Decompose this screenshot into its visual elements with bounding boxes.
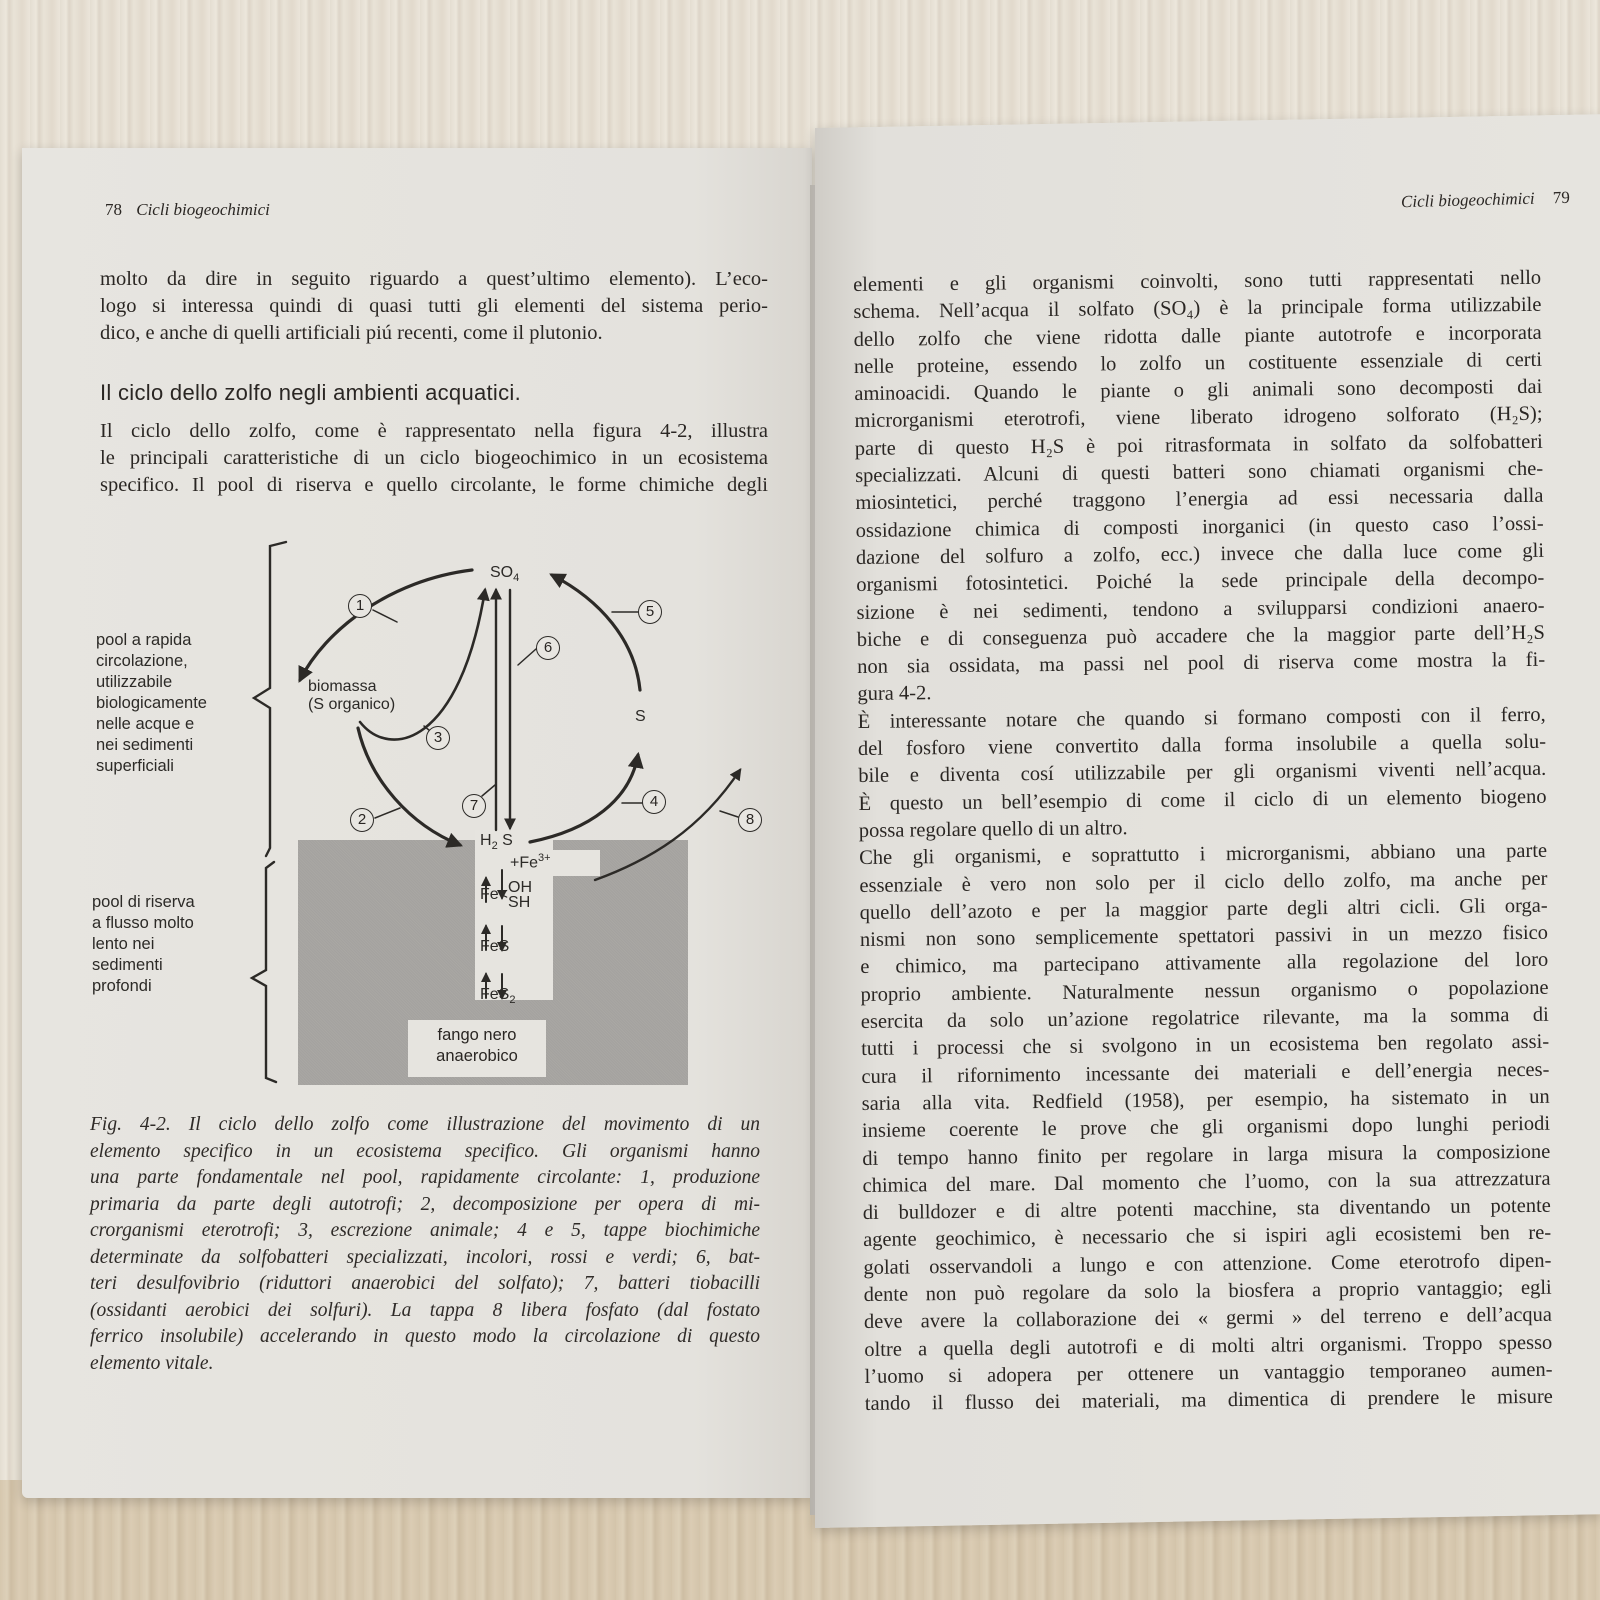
text-line: dente non può regolare da solo la biosfera a proprio vantaggio; egli [863,1276,1552,1306]
step-5-marker: 5 [638,600,662,624]
text-line: dico, e anche di quelli artificiali piú recenti, come il plutonio. [100,322,603,344]
so4-node: $SO_4$ [490,564,520,585]
label-line: pool a rapida [96,631,192,649]
caption-line: primaria da parte degli autotrofi; 2, decomposizione per opera di mi- [90,1193,760,1215]
text-line: esercita da solo un’azione regolatrice rilevante, ma la somma di [860,1003,1549,1033]
step-3-marker: 3 [426,726,450,750]
text-line: specializzati. Alcuni di questi batteri sono chiamati organismi che- [855,457,1544,488]
fes2-node: FeS$_2$ [480,986,516,1007]
text-line: microrganismi eterotrofi, viene liberato idrogeno solforato (H₂S); [854,403,1543,433]
label-line: nelle acque e [96,715,195,733]
text-line: sizione è nei sedimenti, tendono a svilupparsi condizioni anaero- [856,594,1545,624]
text-line: l’uomo si adopera per ottenere un vantaggio temporaneo aumen- [864,1358,1553,1388]
text-line: gura 4-2. [857,682,932,706]
step-8-marker: 8 [738,808,762,832]
left-section-paragraph [100,418,768,499]
step-6-marker: 6 [536,636,560,660]
label-line: lento nei [92,935,155,953]
text-line: del fosforo viene convertito dalla forma insolubile a quella solu- [857,730,1547,761]
text-line: È interessante notare che quando si formano composti con il ferro, [857,703,1546,733]
left-running-title: Cicli biogeochimici [136,200,270,219]
text-line: non sia ossidata, ma passi nel pool di riserva come mostra la fi- [857,648,1546,679]
biomass-node [308,678,395,714]
label-line: superficiali [96,757,174,775]
text-line: tutti i processi che si svolgono in un ecosistema ben regolato assi- [861,1031,1550,1061]
figure-caption [90,1112,760,1377]
text-line: Il ciclo dello zolfo, come è rappresentato nella figura 4-2, illustra [100,420,768,442]
h2s-node: $H_2$ S [480,832,513,853]
text-line: È questo un bell’esempio di come il ciclo di un elemento biogeno [858,785,1547,815]
caption-line: ferrico insolubile) accelerando in questo modo la circolazione di questo [90,1326,760,1347]
text-line: golati osservandoli a lungo e con attenzione. Come eterotrofo dipen- [863,1249,1552,1279]
reserve-pool-label [92,892,195,997]
sulfur-cycle-figure [90,530,790,1110]
fast-pool-label [96,630,207,777]
text-line: dello zolfo che viene ridotta dalle piante autotrofe e incorporata [853,321,1542,351]
label-line: profondi [92,977,152,995]
text-line: oltre a quella degli autotrofi e di molti altri organismi. Troppo spesso [864,1331,1553,1361]
black-mud-box [408,1020,546,1077]
caption-line: Fig. 4-2. Il ciclo dello zolfo come illustrazione del movimento di un [90,1114,760,1135]
text-line: cura il rifornimento incessante dei materiali e dell’energia neces- [861,1058,1550,1088]
left-page-number: 78 [105,200,122,219]
text-line: di bulldozer e di altre potenti macchine, sta diventando un potente [862,1194,1551,1225]
text-line: elementi e gli organismi coinvolti, sono tutti rappresentati nello [853,266,1542,296]
s-node: S [635,708,646,725]
caption-line: crorganismi eterotrofi; 3, escrezione animale; 4 e 5, tappe biochimiche [90,1220,760,1241]
right-body-text [853,265,1553,1419]
section-heading: Il ciclo dello zolfo negli ambienti acquatici. [100,380,522,405]
label-line: biologicamente [96,694,207,712]
caption-line: una parte fondamentale nel pool, rapidamente circolante: 1, produzione [90,1167,760,1188]
left-intro-paragraph [100,266,768,347]
caption-line: teri desulfovibrio (riduttori anaerobici del solfato); 7, batteri tiobacilli [90,1273,760,1294]
label-line: utilizzabile [96,673,173,691]
text-line: saria alla vita. Redfield (1958), per esempio, ha sistemato in un [861,1085,1550,1115]
text-line: molto da dire in seguito riguardo a quest’ultimo elemento). L’eco- [100,268,768,290]
right-page-number: 79 [1552,187,1571,208]
fe3-node: $+Fe^{3+}$ [510,852,551,872]
label-line: sedimenti [92,956,163,974]
text-line: e chimico, ma partecipano attivamente alla regolazione del loro [860,949,1549,979]
text-line: ossidazione chimica di composti inorganici (in questo caso l’ossi- [855,512,1544,542]
text-line: le principali caratteristiche di un ciclo biogeochimico in un ecosistema [100,447,768,469]
text-line: deve avere la collaborazione dei « germi » del terreno e dell’acqua [863,1304,1553,1334]
caption-line: elemento specifico in un ecosistema specifico. Gli organismi hanno [90,1140,760,1162]
text-line: aminoacidi. Quando le piante o gli animali sono decomposti dai [854,375,1543,406]
text-line: parte di questo H₂S è poi ritrasformata in solfato da solfobatteri [854,430,1543,460]
text-line: insieme coerente le prove che gli organismi dopo lunghi periodi [861,1112,1551,1143]
text-line: logo si interessa quindi di quasi tutti gli elementi del sistema perio- [100,295,768,317]
text-line: nismi non sono semplicemente spettatori passivi in un mezzo fisico [859,921,1549,952]
biomass-label: biomassa [308,678,377,695]
label-line: circolazione, [96,652,188,670]
label-line: pool di riserva [92,893,195,911]
mud-label: fango nero [437,1026,517,1044]
text-line: organismi fotosintetici. Poiché la sede principale della decompo- [856,567,1545,597]
text-line: di tempo hanno finito per regolare in larga misura la composizione [862,1140,1551,1170]
step-4-marker: 4 [642,790,666,814]
text-line: agente geochimico, è necessario che si ispiri agli ecosistemi ben re- [863,1222,1552,1252]
fe-oh-sh-node: Fe<OH SH [480,879,533,911]
text-line: schema. Nell’acqua il solfato (SO₄) è la principale forma utilizzabile [853,294,1542,324]
text-line: possa regolare quello di un altro. [858,817,1128,842]
text-line: tando il flusso dei materiali, ma dimentica di prendere le misure [864,1385,1553,1416]
text-line: dazione del solfuro a zolfo, ecc.) invece che dalla luce come gli [855,539,1545,569]
text-line: specifico. Il pool di riserva e quello circolante, le forme chimiche degli [100,474,768,496]
caption-line: (ossidanti aerobici dei solfuri). La tappa 8 libera fosfato (dal fostato [90,1299,760,1321]
text-line: Che gli organismi, e soprattutto i microrganismi, abbiano una parte [859,839,1548,870]
text-line: biche e di conseguenza può accadere che la maggior parte dell’H₂S [856,621,1545,651]
label-line: nei sedimenti [96,736,194,754]
anaerobic-label: anaerobico [436,1047,518,1065]
fes-node: FeS [480,938,510,955]
left-running-head [105,200,270,220]
text-line: proprio ambiente. Naturalmente nessun organismo o popolazione [860,976,1549,1006]
text-line: bile e diventa cosí utilizzabile per gli organismi viventi nell’acqua. [858,758,1547,788]
text-line: nelle proteine, essendo lo zolfo un costituente essenziale di certi [853,348,1543,378]
caption-line: elemento vitale. [90,1352,214,1374]
caption-line: determinate da solfobatteri specializzati, incolori, rossi e verdi; 6, bat- [90,1246,760,1268]
text-line: quello dell’azoto e per la maggior parte degli altri cicli. Gli orga- [859,894,1548,924]
step-1-marker: 1 [348,594,372,618]
step-7-marker: 7 [462,794,486,818]
text-line: essenziale è vero non solo per il ciclo dello zolfo, ma anche per [859,867,1548,897]
right-running-title: Cicli biogeochimici [1400,188,1535,212]
text-line: chimica del mare. Dal momento che l’uomo, con la sua attrezzatura [862,1167,1551,1197]
label-line: a flusso molto [92,914,194,932]
organic-sulfur-label: (S organico) [308,696,396,713]
step-2-marker: 2 [350,808,374,832]
text-line: miosintetici, perché traggono l’energia ad essi necessaria dalla [855,485,1544,515]
